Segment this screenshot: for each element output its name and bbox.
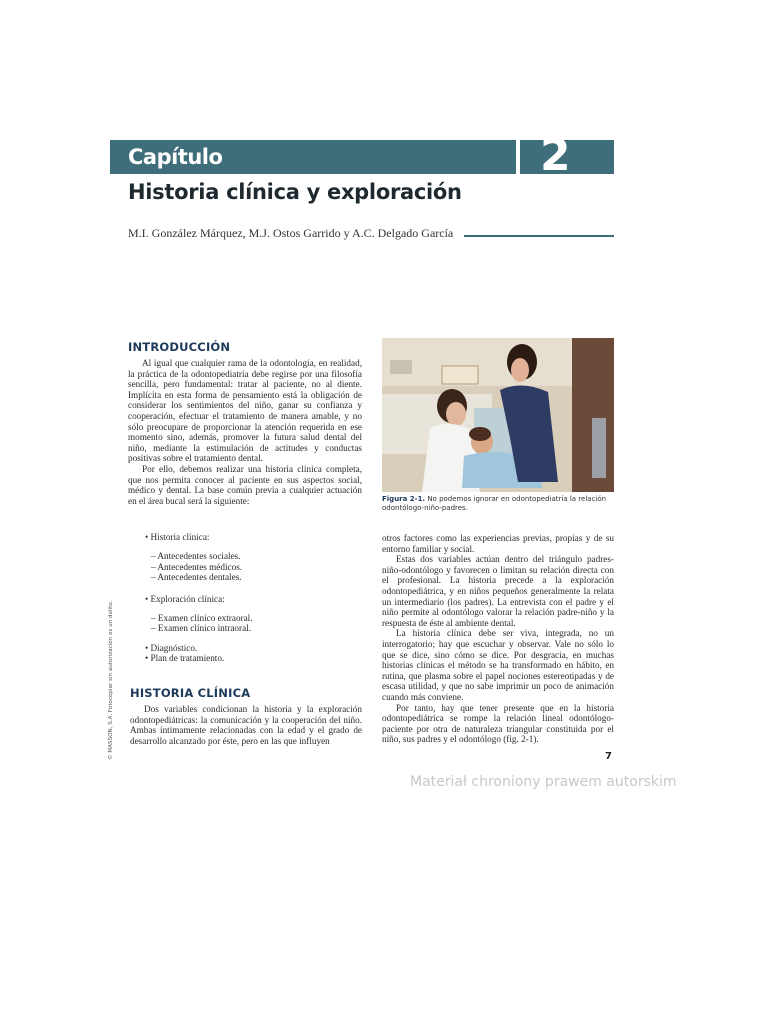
authors: M.I. González Márquez, M.J. Ostos Garrido y A.C. Delgado García — [128, 226, 454, 240]
chapter-number: 2 — [540, 130, 571, 181]
list-item: – Antecedentes médicos. — [151, 561, 243, 572]
list-item: – Examen clínico extraoral. — [151, 613, 253, 624]
list-item: – Antecedentes dentales. — [151, 572, 242, 583]
dental-scene-illustration — [382, 338, 614, 492]
outline-list — [145, 532, 253, 664]
intro-paragraph-2: Por ello, debemos realizar una historia clínica completa, que nos permita conocer al paciente en sus aspectos social, médico y dental. La base común previa a cualquier actuación en el área bucal será la siguiente: — [128, 463, 362, 506]
copyright-side-note: © MASSON, S.A. Fotocopiar sin autorización es un delito. — [108, 600, 114, 760]
intro-paragraph-1: Al igual que cualquier rama de la odontología, en realidad, la práctica de la odontopediatría debe regirse por una filosofía sencilla, pero fundamental: tratar al paciente, no al diente. Implícita en esta forma de pensamiento está la obligación de considerar los sentimientos del niño, ganar su confianza y cooperación, efectuar el tratamiento de manera amable, y no sólo preocupare de proporcionar la atención requerida en ese momento sino, además, promover la futura salud dental del niño, mediante la estimulación de actitudes y conductas positivas sobre el tratamiento dental. — [128, 358, 362, 464]
author-rule — [464, 235, 614, 237]
list-item: – Examen clínico intraoral. — [151, 623, 252, 634]
list-item: – Antecedentes sociales. — [151, 551, 241, 562]
figure-caption — [382, 495, 618, 513]
figure-caption-text: No podemos ignorar en odontopediatría la relación odontólogo-niño-padres. — [382, 495, 607, 512]
watermark: Materiał chroniony prawem autorskim — [410, 774, 677, 790]
right-paragraph-2: Estas dos variables actúan dentro del triángulo padres-niño-odontólogo y favorecen o limitan su relación directa con el profesional. La historia precede a la exploración odontopediátrica, y en niños pequeños generalmente la relata un intermediario (los padres). La entrevista con el padre y el niño permite al odontólogo valorar la relación padre-niño y la respuesta de éste al ambiente dental. — [382, 554, 614, 628]
figure-label: Figura 2-1. — [382, 495, 426, 503]
intro-heading: INTRODUCCIÓN — [128, 340, 231, 354]
list-item: • Exploración clínica: — [145, 593, 225, 604]
list-item: • Plan de tratamiento. — [145, 653, 225, 664]
right-paragraph-3: La historia clínica debe ser viva, integrada, no un interrogatorio; hay que escuchar y observar. Vale no sólo lo que se dice, sino cómo se dice. Por desgracia, en muchas historias clínicas el método se ha transformado en hábito, en rutina, que plasma sobre el papel nociones estereotipadas y de escasa utilidad, y que no sabe imprimir un poco de animación cuando más conviene. — [382, 628, 614, 702]
banner-divider — [516, 140, 520, 174]
right-column-text — [382, 533, 614, 745]
right-paragraph-4: Por tanto, hay que tener presente que en la historia odontopediátrica se rompe la relación lineal odontólogo-paciente por otra de naturaleza triangular constituida por el niño, sus padres y el odontólogo (fig. 2-1). — [382, 702, 614, 745]
intro-text — [128, 358, 362, 506]
list-item: • Diagnóstico. — [145, 642, 198, 653]
historia-heading: HISTORIA CLÍNICA — [130, 686, 251, 700]
figure-photo — [382, 338, 614, 492]
historia-text — [130, 704, 362, 746]
chapter-title: Historia clínica y exploración — [128, 180, 462, 204]
list-item: • Historia clínica: — [145, 532, 210, 542]
right-paragraph-1: otros factores como las experiencias previas, propias y de su entorno familiar y social. — [382, 533, 614, 554]
historia-paragraph-1: Dos variables condicionan la historia y la exploración odontopediátricas: la comunicación y la cooperación del niño. Ambas íntimamente relacionadas con la edad y el grado de desarrollo alcanzado por éste, pero en las que influyen — [130, 704, 362, 746]
chapter-word: Capítulo — [128, 145, 223, 169]
page-number: 7 — [605, 751, 612, 762]
